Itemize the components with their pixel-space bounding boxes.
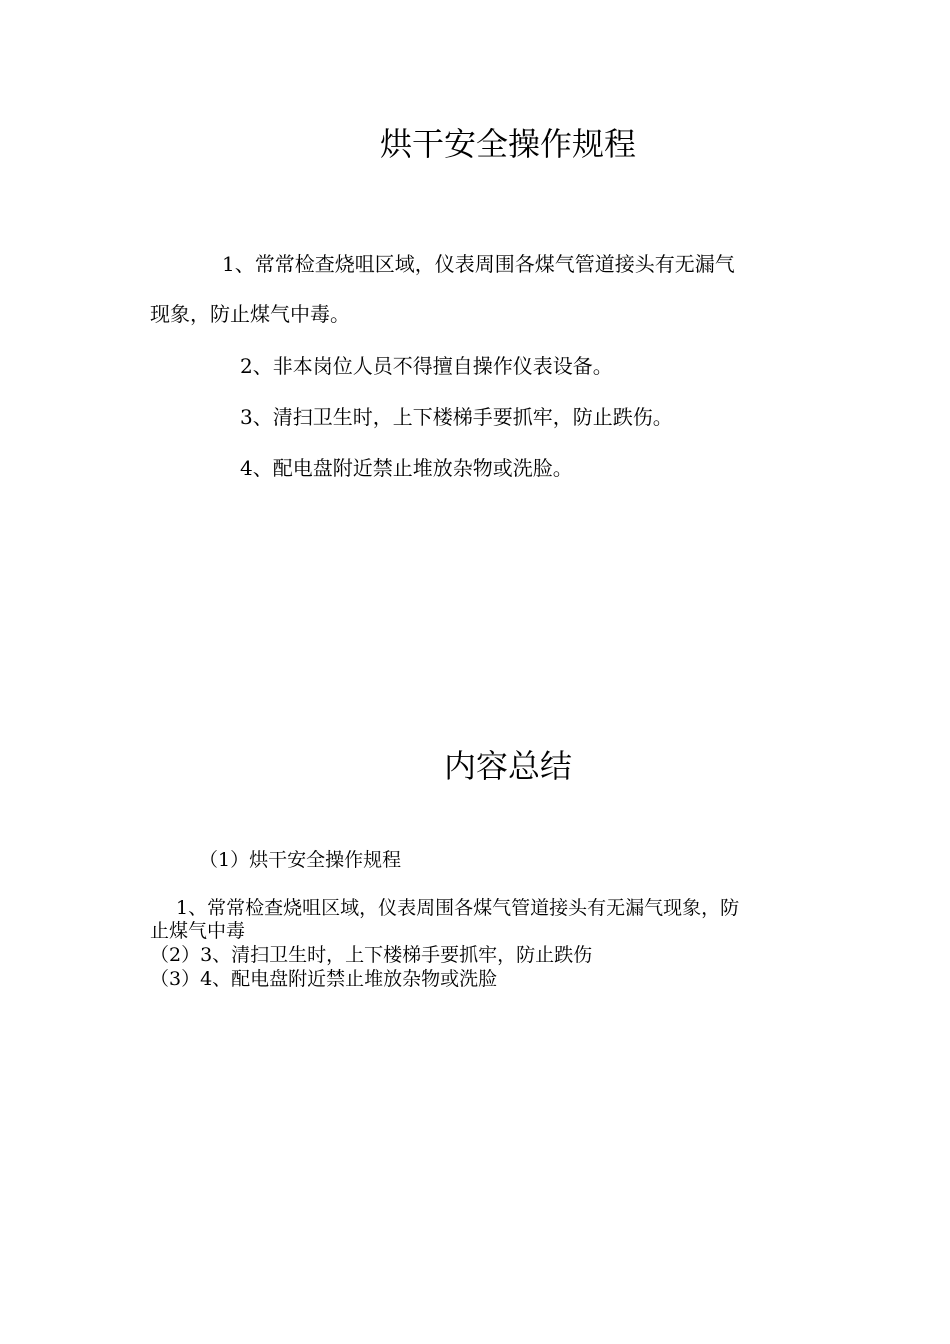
summary-item-2: （2）3、清扫卫生时，上下楼梯手要抓牢，防止跌伤	[150, 944, 593, 966]
summary-item-1-detail-line-2: 止煤气中毒	[150, 920, 246, 942]
summary-item-1: （1）烘干安全操作规程	[199, 849, 402, 871]
summary-title: 内容总结	[443, 747, 572, 785]
rule-2: 2、非本岗位人员不得擅自操作仪表设备。	[240, 354, 613, 378]
summary-item-1-detail-line-1: 1、常常检查烧咀区域，仪表周围各煤气管道接头有无漏气现象，防	[176, 897, 740, 919]
summary-item-3: （3）4、配电盘附近禁止堆放杂物或洗脸	[150, 968, 498, 990]
rule-1-line-1: 1、常常检查烧咀区域，仪表周围各煤气管道接头有无漏气	[222, 252, 735, 276]
rule-4: 4、配电盘附近禁止堆放杂物或洗脸。	[240, 456, 573, 480]
rule-3: 3、清扫卫生时，上下楼梯手要抓牢，防止跌伤。	[240, 405, 673, 429]
page-title: 烘干安全操作规程	[379, 125, 636, 163]
rule-1-line-2: 现象，防止煤气中毒。	[150, 302, 350, 326]
